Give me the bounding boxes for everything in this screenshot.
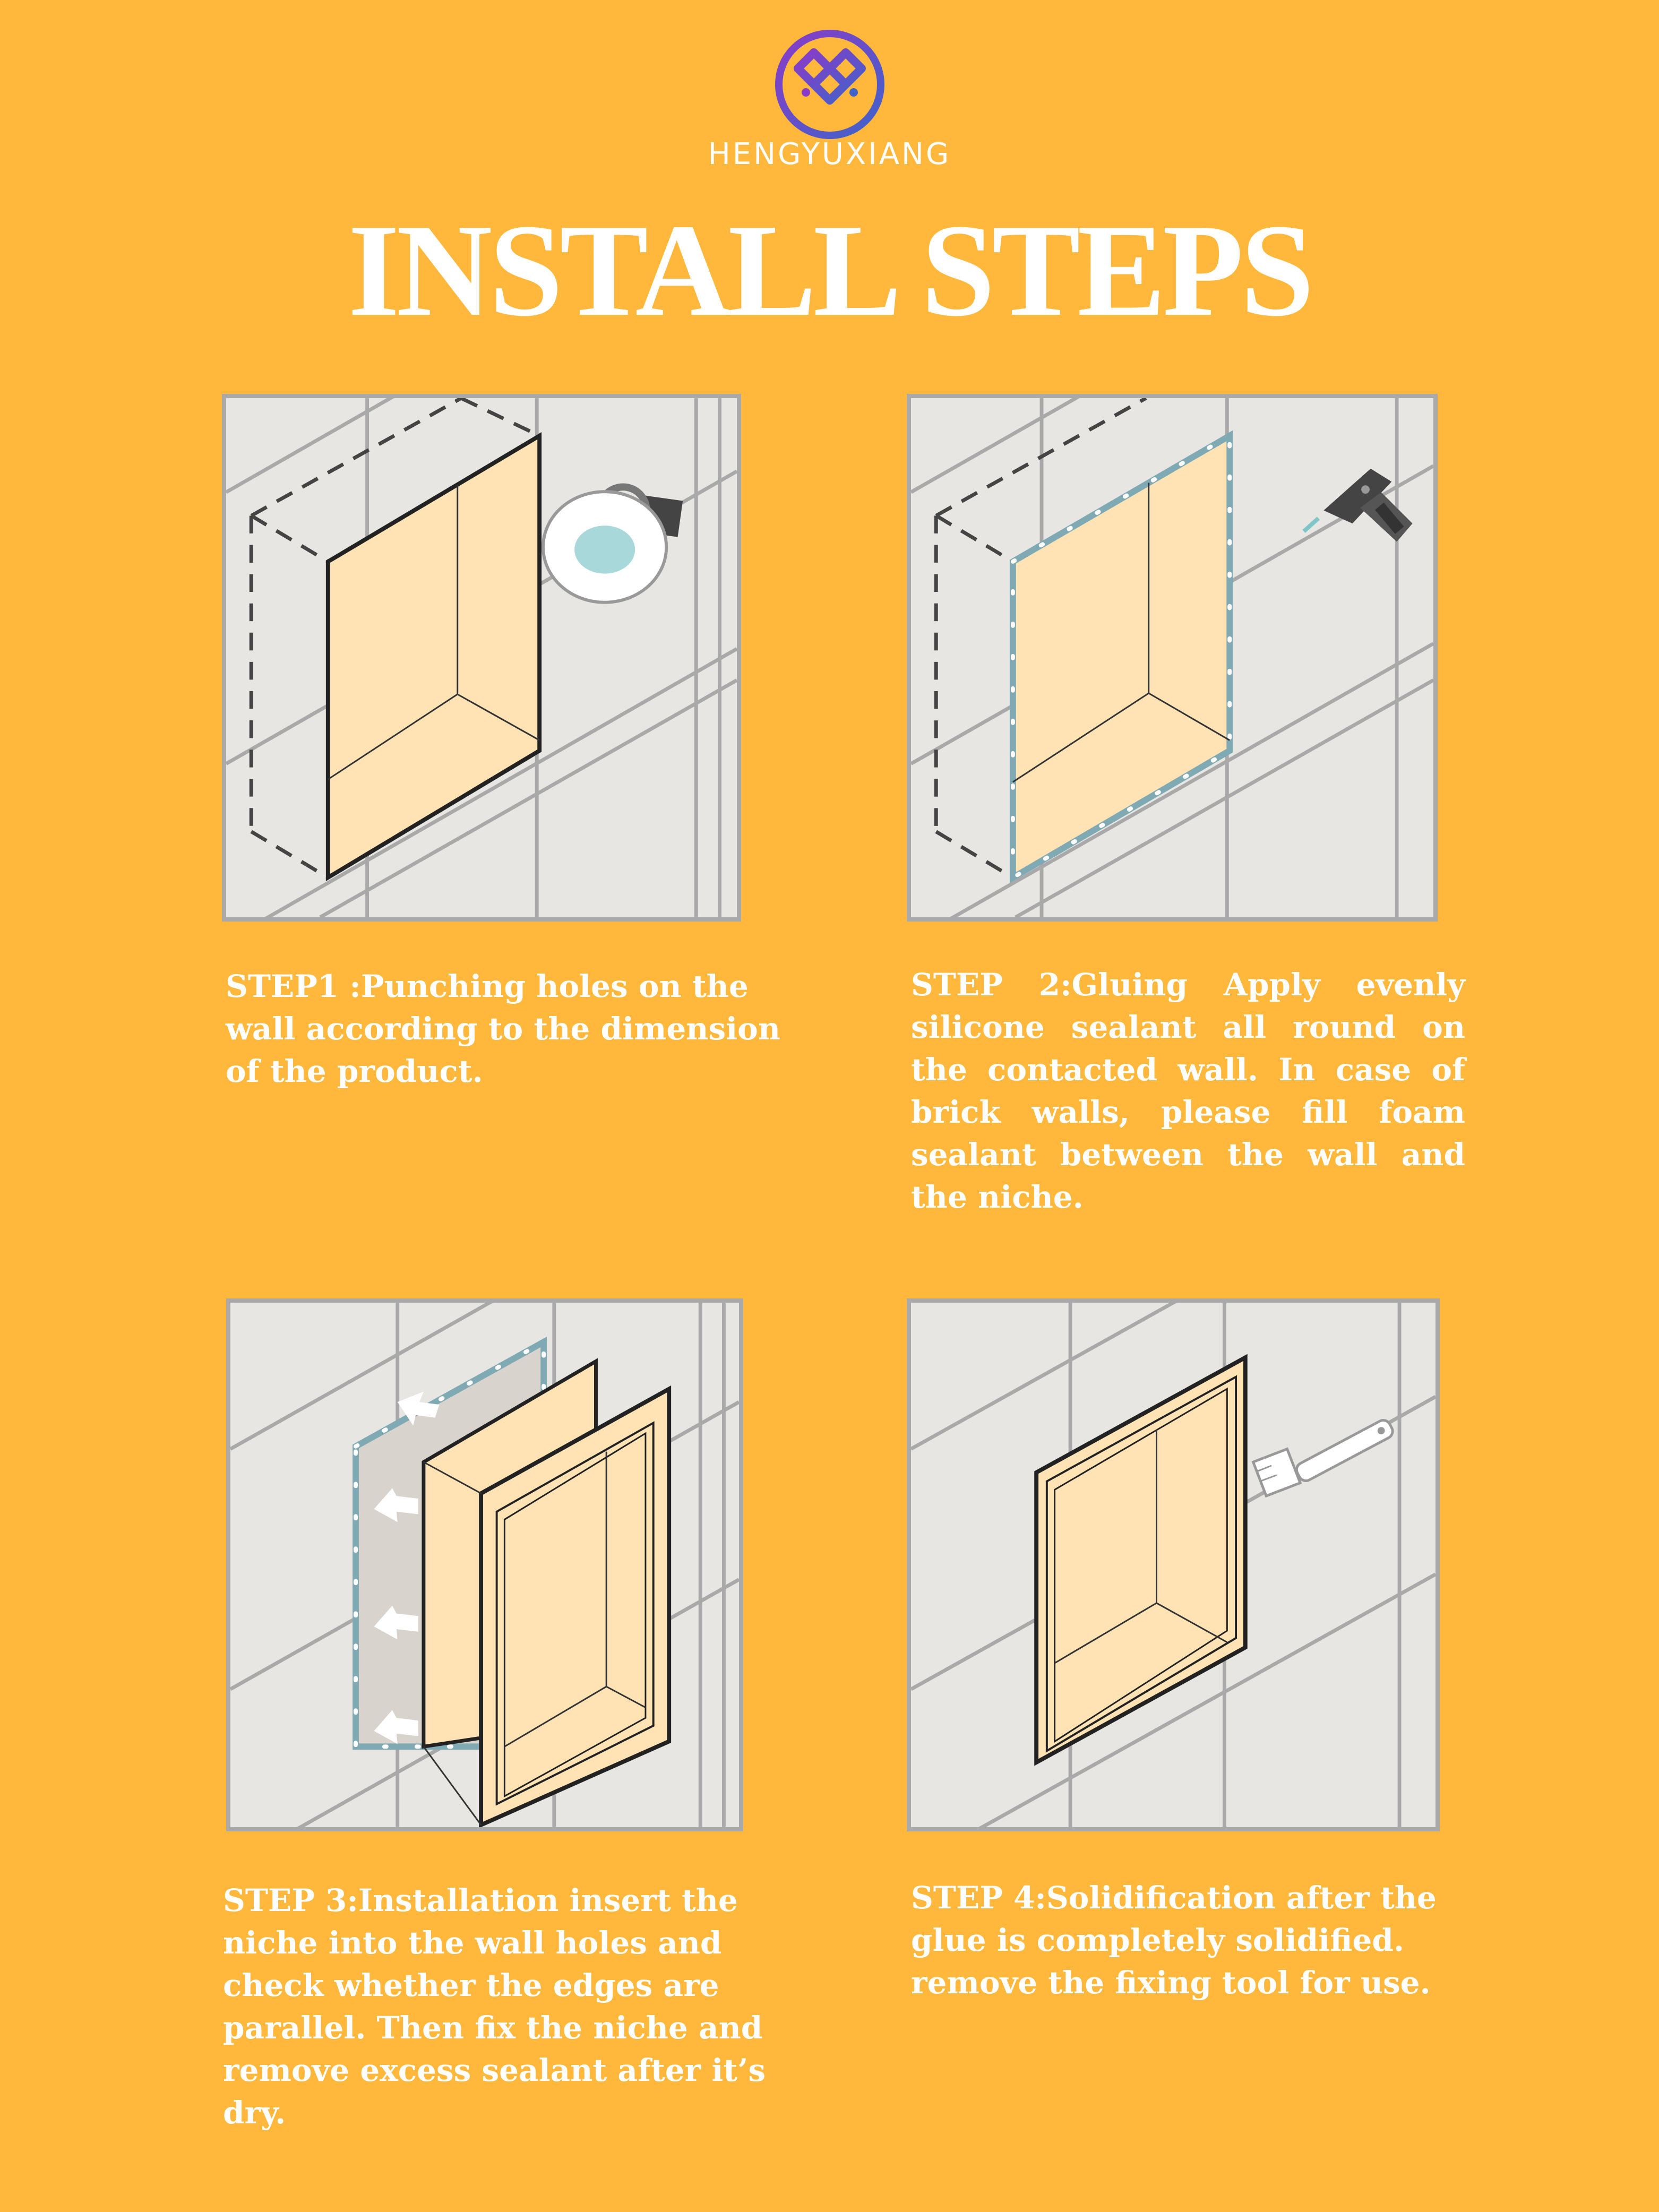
niche-with-sealant-and-glue-gun-icon <box>911 398 1433 917</box>
step2-text: STEP 2:Gluing Apply evenly silicone sealant all round on the contacted wall. In case of brick walls, please fill foam sealant between the wall and the niche. <box>911 967 1465 1215</box>
brand-logo-icon <box>774 29 886 140</box>
installed-niche-with-brush-icon <box>911 1303 1435 1827</box>
brush-icon <box>1253 1418 1395 1496</box>
niche-outline-with-drill-icon <box>226 398 737 917</box>
step3-text: STEP 3:Installation insert the niche into the wall holes and check whether the edges are parallel. Then fix the niche and remove excess sealant after it’s dry. <box>223 1882 766 2131</box>
step3-illustration <box>226 1298 743 1831</box>
step4-illustration <box>907 1298 1440 1831</box>
page-title: INSTALL STEPS <box>348 197 1311 344</box>
step4-text: STEP 4:Solidification after the glue is completely solidified. remove the fixing tool for use. <box>911 1880 1437 2001</box>
drill-icon <box>543 483 683 602</box>
step2-illustration <box>907 394 1438 922</box>
step1-illustration <box>222 394 741 922</box>
niche-insert-with-arrows <box>230 1303 739 1827</box>
step1-text: STEP1 :Punching holes on the wall according to the dimension of the product. <box>226 968 781 1089</box>
brand-name: HENGYUXIANG <box>708 137 951 171</box>
